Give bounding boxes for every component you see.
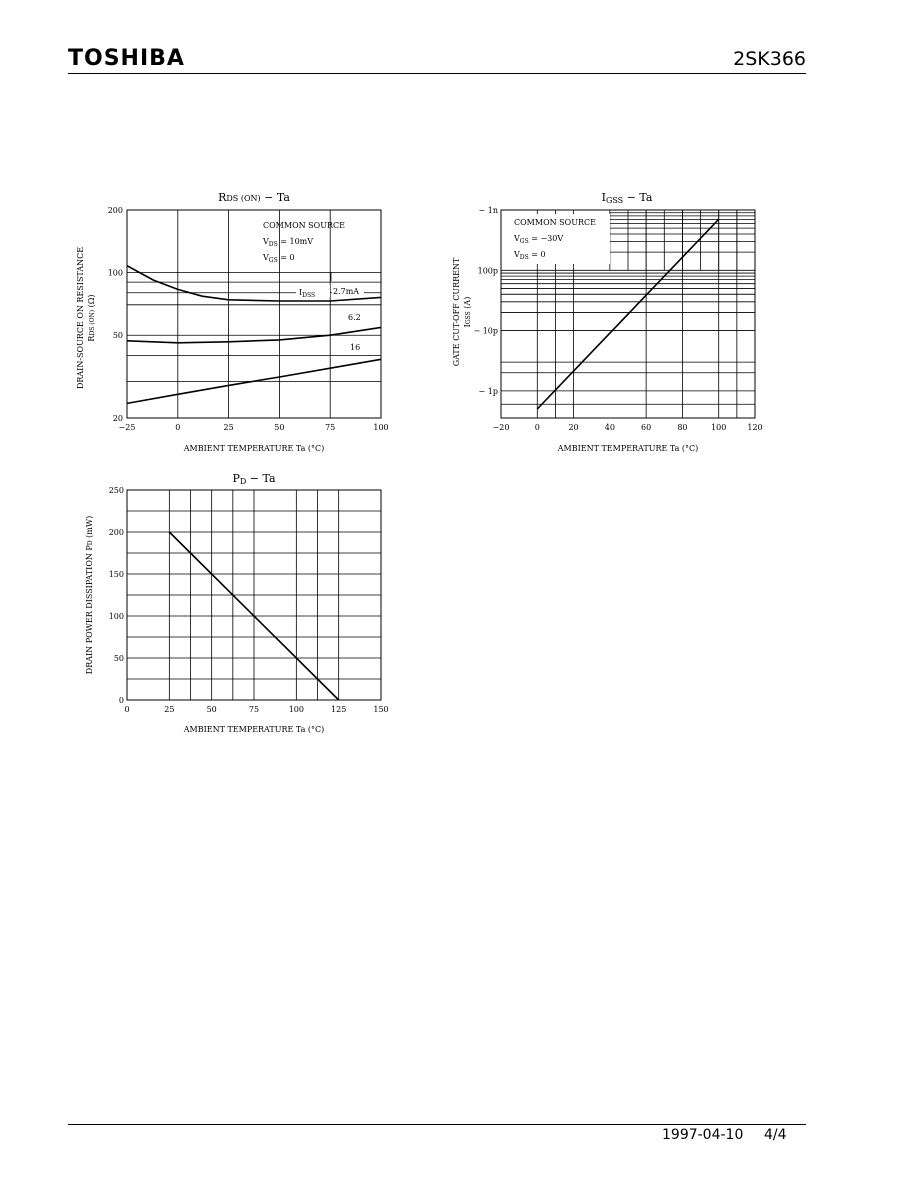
igss-xtick-label: −20 (492, 423, 510, 432)
footer-page-number: 4/4 (764, 1127, 787, 1143)
rds-xtick-label: 75 (325, 423, 336, 432)
pd-ytick-label: 200 (108, 528, 124, 537)
pd-ytick-label: 150 (108, 570, 124, 579)
pd-xtick-label: 125 (331, 705, 347, 714)
pd-grid (127, 490, 381, 700)
rds-cond-1: COMMON SOURCE (263, 221, 345, 230)
pd-xtick-label: 25 (164, 705, 175, 714)
pd-ytick-label: 250 (108, 486, 124, 495)
pd-xtick-label: 50 (206, 705, 217, 714)
igss-xtick-label: 80 (677, 423, 688, 432)
igss-ytick-label: − 1n (478, 206, 498, 215)
igss-xtick-label: 60 (641, 423, 652, 432)
rds-xtick-label: 100 (373, 423, 389, 432)
rds-label-16: 16 (350, 343, 361, 352)
rds-ylabel: DRAIN-SOURCE ON RESISTANCE (76, 246, 85, 390)
rds-xtick-label: 0 (175, 423, 181, 432)
brand-logo: TOSHIBA (68, 46, 185, 71)
pd-xlabel: AMBIENT TEMPERATURE Ta (°C) (183, 725, 325, 734)
igss-ytick-label: 100p (477, 266, 498, 276)
rds-label-2-7ma: 2.7mA (333, 287, 360, 296)
rds-ytick-label: 200 (107, 206, 123, 215)
pd-ytick-label: 0 (118, 696, 124, 705)
footer-date: 1997-04-10 (662, 1127, 744, 1143)
igss-xtick-label: 20 (568, 423, 579, 432)
rds-title: RDS (ON) − Ta (218, 191, 290, 204)
part-number: 2SK366 (733, 48, 806, 70)
rds-ylabel-2: RDS (ON) (Ω) (87, 294, 96, 342)
rds-idss-label: $I_{DSS}$ (299, 288, 316, 299)
igss-title: IGSS − Ta (601, 191, 653, 205)
igss-cond-2: $V_{GS} = -30V$ (514, 234, 564, 245)
igss-xtick-label: 0 (534, 423, 540, 432)
pd-xtick-label: 75 (248, 705, 260, 714)
pd-xtick-label: 150 (373, 705, 389, 714)
igss-xtick-label: 100 (711, 423, 727, 432)
footer-rule (68, 1124, 806, 1125)
igss-xtick-label: 40 (604, 423, 615, 432)
rds-ytick-label: 100 (107, 268, 123, 278)
igss-xlabel: AMBIENT TEMPERATURE Ta (°C) (557, 444, 699, 453)
rds-xlabel: AMBIENT TEMPERATURE Ta (°C) (183, 444, 325, 453)
pd-yticks (109, 486, 124, 705)
pd-xtick-label: 100 (288, 705, 304, 714)
igss-ytick-label: − 1p (478, 386, 498, 396)
rds-cond-3: $V_{GS} = 0$ (263, 253, 295, 264)
rds-xtick-label: 50 (274, 423, 285, 432)
pd-ytick-label: 100 (108, 612, 124, 621)
igss-cond-3: $V_{DS} = 0$ (514, 250, 546, 261)
igss-ylabel-2: IGSS (A) (463, 296, 472, 328)
rds-label-6-2: 6.2 (348, 313, 361, 322)
pd-xtick-label: 0 (124, 705, 130, 714)
pd-title: PD − Ta (232, 472, 276, 486)
igss-ylabel: GATE CUT-OFF CURRENT (452, 257, 461, 367)
pd-ytick-label: 50 (113, 654, 124, 663)
rds-ytick-label: 50 (112, 331, 123, 341)
igss-ytick-label: − 10p (473, 326, 498, 336)
rds-xtick-label: 25 (223, 423, 234, 432)
rds-ytick-label: 20 (112, 414, 123, 423)
pd-ylabel: DRAIN POWER DISSIPATION PD (mW) (85, 515, 94, 675)
rds-xtick-label: −25 (118, 423, 136, 432)
igss-cond-1: COMMON SOURCE (514, 218, 596, 227)
igss-xtick-label: 120 (747, 423, 763, 432)
rds-cond-2: $V_{DS} = 10mV$ (263, 237, 314, 248)
pd-xticks (124, 705, 388, 714)
